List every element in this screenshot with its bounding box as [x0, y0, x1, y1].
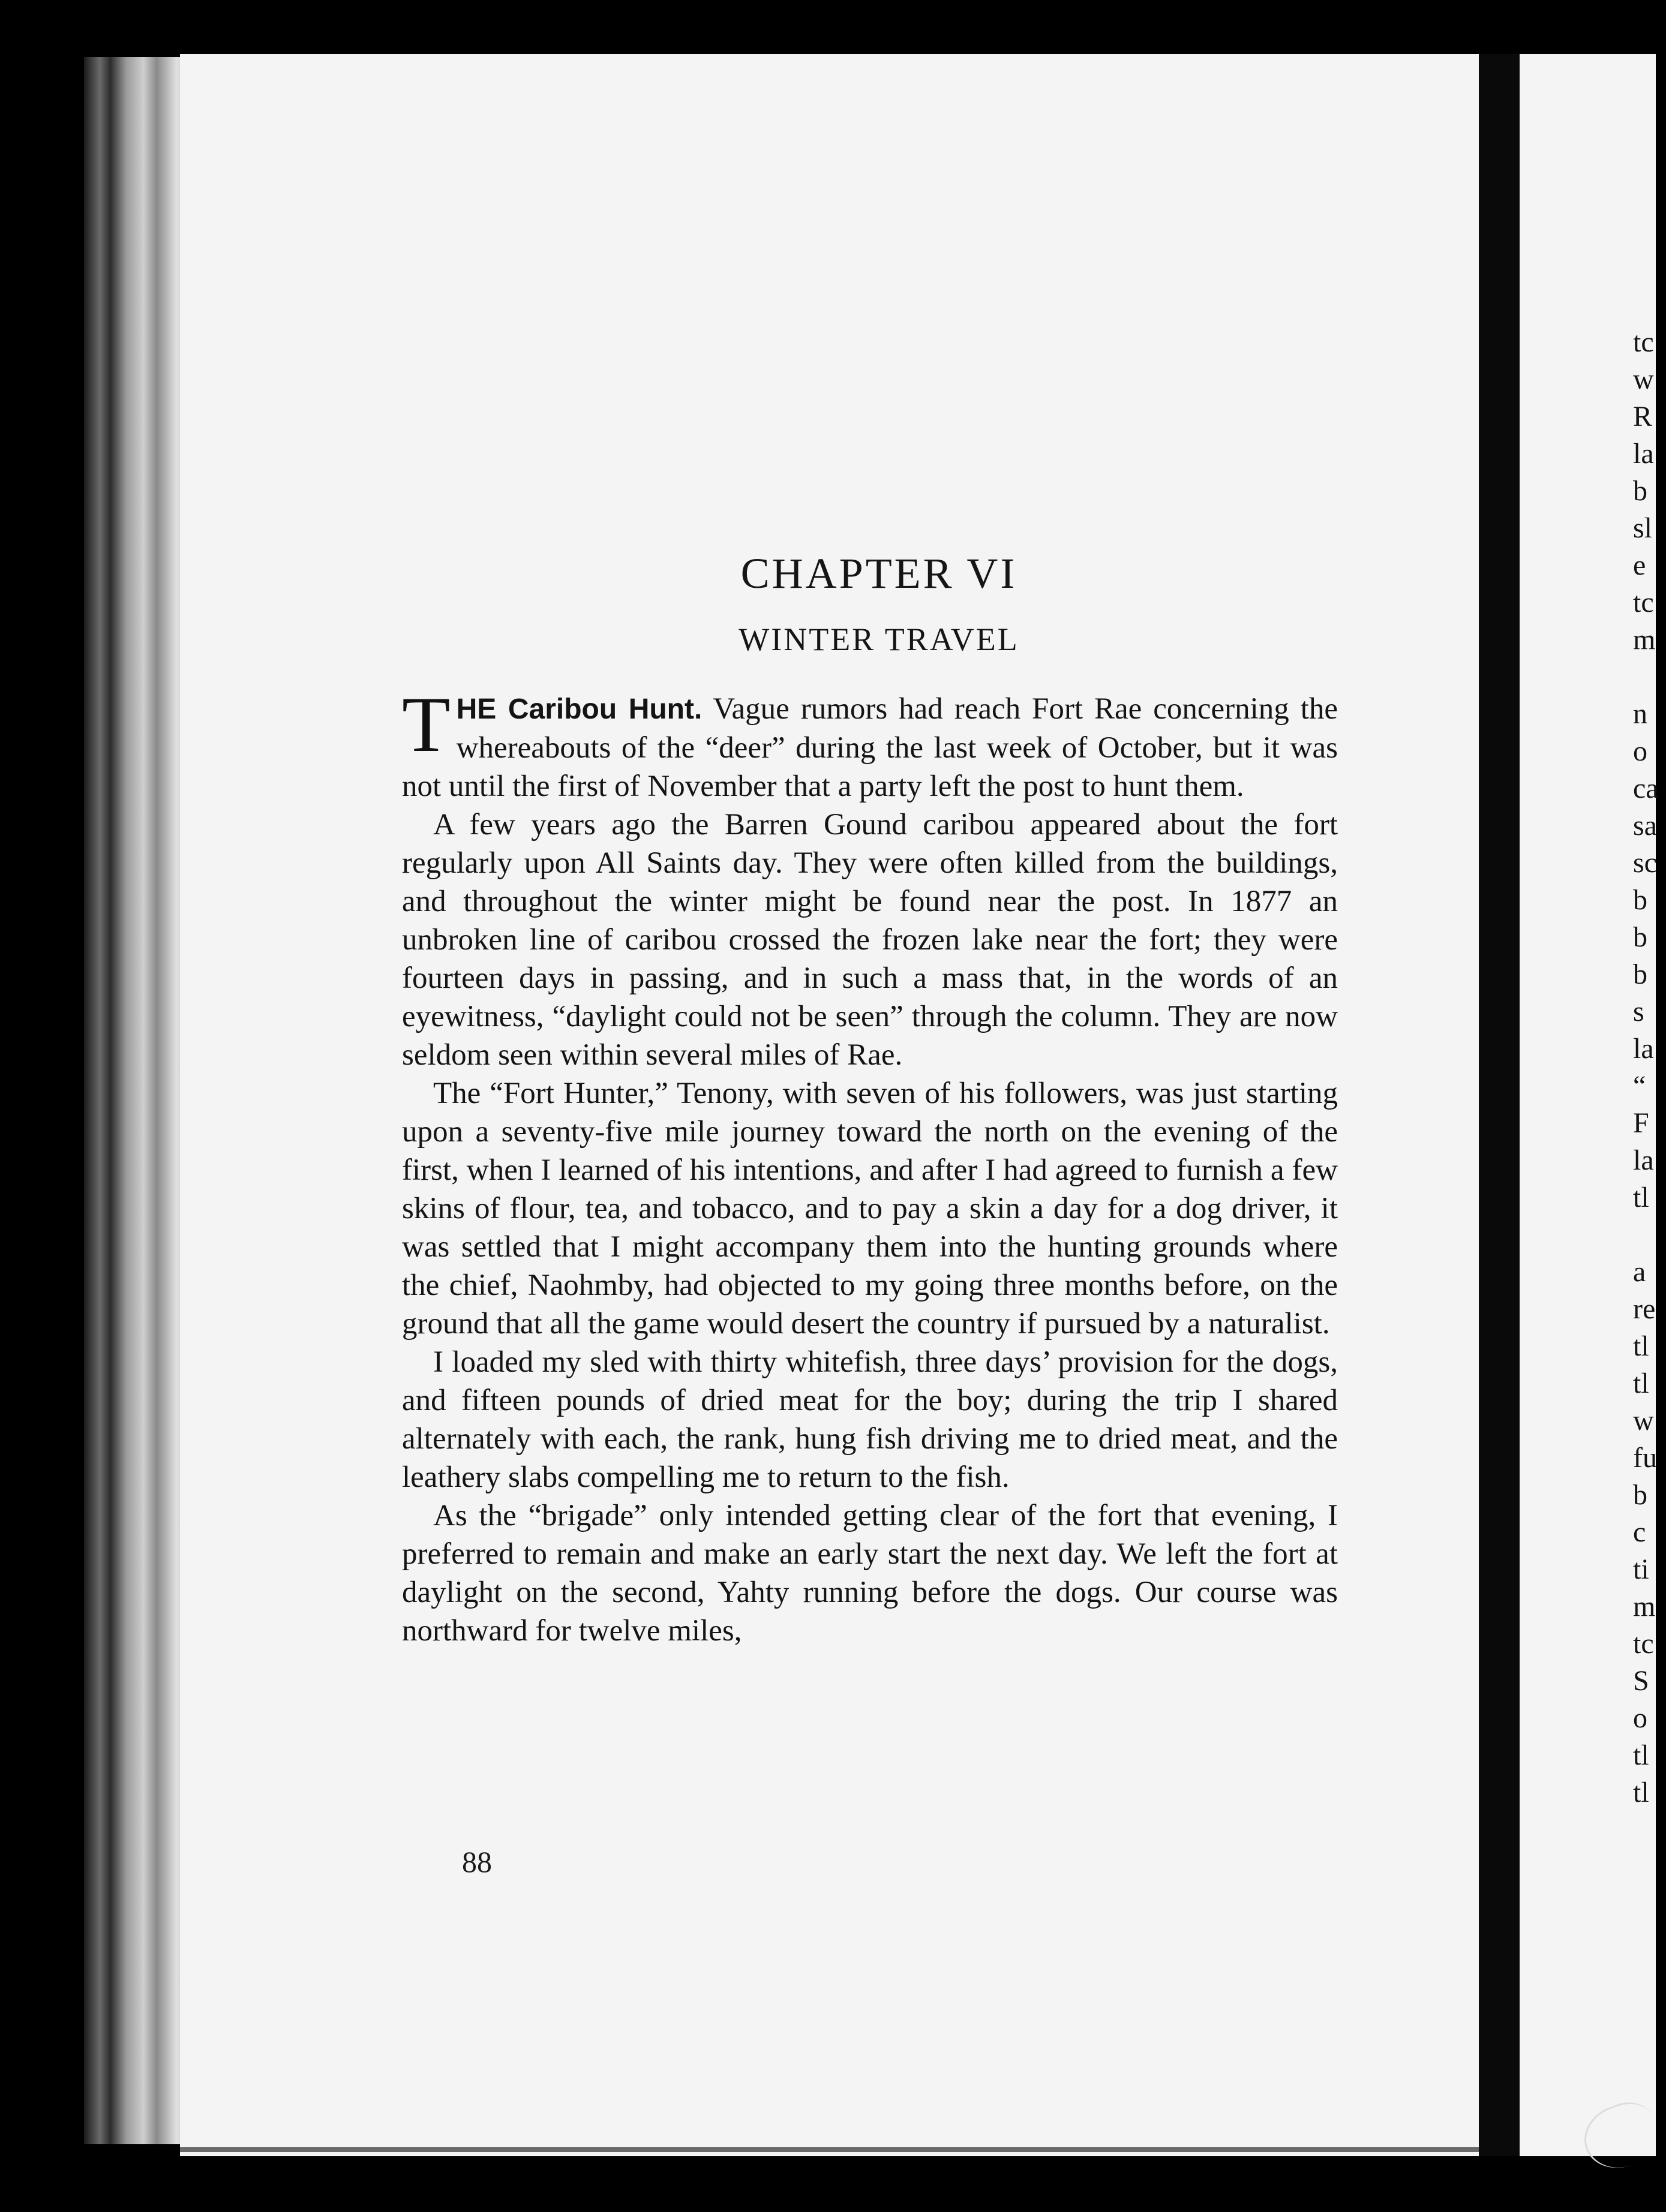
facing-page-fragment: tl — [1633, 1777, 1649, 1808]
facing-page-fragment: la — [1633, 1144, 1654, 1176]
facing-page-fragment: b — [1633, 958, 1647, 990]
paragraph-1-text: Vague rumors had reach Fort Rae concerning the whereabouts of the “deer” during the last week of October, but it was not until the first of November that a party left the post to hunt them. — [402, 692, 1338, 803]
facing-page-fragment: ti — [1633, 1553, 1649, 1585]
facing-page-fragment: la — [1633, 1033, 1654, 1065]
facing-page-fragment: w — [1633, 363, 1654, 395]
facing-page-fragment: m — [1633, 624, 1656, 656]
facing-page-fragment: F — [1633, 1107, 1649, 1139]
facing-page-fragment: S — [1633, 1665, 1649, 1697]
facing-page-fragment: tl — [1633, 1739, 1649, 1771]
drop-cap: T — [402, 680, 451, 768]
facing-page-fragment: c — [1633, 1516, 1646, 1548]
facing-page-fragment: sc — [1633, 847, 1657, 879]
chapter-subtitle: WINTER TRAVEL — [739, 621, 1019, 657]
facing-page-fragment: o — [1633, 735, 1647, 767]
facing-page-fragment: “ — [1633, 1070, 1646, 1102]
book-spine — [1479, 54, 1520, 2156]
paragraph-3: The “Fort Hunter,” Tenony, with seven of his followers, was just starting upon a seventy-five mile journey toward the north on the evening of the first, when I learned of his intentions, and after I had agreed to furnish a few skins of flour, tea, and tobacco, and to pay a skin a day for a dog driver, it was settled that I might accompany them into the hunting grounds where the chief, Naohmby, had objected to my going three months before, on the ground that all the game would desert the country if pursued by a naturalist. — [402, 1077, 1338, 1341]
facing-page-fragment: a — [1633, 1256, 1646, 1288]
page-number: 88 — [462, 1845, 492, 1879]
facing-page-fragment: e — [1633, 549, 1646, 581]
paragraph-1 — [402, 680, 1338, 806]
body-text — [402, 680, 1338, 1650]
facing-page-fragment: fu — [1633, 1442, 1657, 1474]
facing-page-fragment: n — [1633, 698, 1647, 730]
facing-page-fragment: b — [1633, 921, 1647, 953]
section-runin-heading: HE Caribou Hunt. — [456, 693, 703, 725]
paragraph-4: I loaded my sled with thirty whitefish, three days’ provision for the dogs, and fifteen pounds of dried meat for the boy; during the trip I shared alternately with each, the rank, hung fish driving me to dried meat, and the leathery slabs compelling me to return to the fish. — [402, 1345, 1338, 1494]
facing-page-fragment: tc — [1633, 1628, 1654, 1660]
facing-page-fragment: b — [1633, 884, 1647, 916]
facing-page-fragment: sl — [1633, 512, 1653, 544]
facing-page-fragment — [1633, 659, 1657, 696]
facing-page-fragment: sa — [1633, 810, 1657, 841]
facing-page-fragment: b — [1633, 1479, 1647, 1511]
facing-page-fragment: R — [1633, 401, 1653, 432]
facing-page-fragment: tl — [1633, 1330, 1649, 1362]
facing-page-fragment: ca — [1633, 773, 1659, 804]
facing-page-fragment: b — [1633, 475, 1647, 507]
paragraph-2: A few years ago the Barren Gound caribou appeared about the fort regularly upon All Saints day. They were often killed from the buildings, and throughout the winter might be found near the post. In 1877 an unbroken line of caribou crossed the frozen lake near the fort; they were fourteen days in passing, and in such a mass that, in the words of an eyewitness, “daylight could not be seen” through the column. They are now seldom seen within several miles of Rae. — [402, 808, 1338, 1072]
facing-page-fragment: o — [1633, 1702, 1647, 1734]
facing-page-fragment: tl — [1633, 1182, 1649, 1213]
facing-page-fragment: tc — [1633, 326, 1654, 358]
paragraph-5: As the “brigade” only intended getting clear of the fort that evening, I preferred to remain and make an early start the next day. We left the fort at daylight on the second, Yahty running before the dogs. Our course was northward for twelve miles, — [402, 1499, 1338, 1648]
facing-page-fragment — [1633, 1216, 1657, 1254]
chapter-title: CHAPTER VI — [740, 549, 1017, 597]
facing-page-fragment: re — [1633, 1293, 1656, 1325]
facing-page-fragment: w — [1633, 1405, 1654, 1436]
facing-page-fragment: tl — [1633, 1368, 1649, 1399]
facing-page-text-fragments — [1633, 324, 1657, 1811]
facing-page-fragment: m — [1633, 1591, 1656, 1622]
facing-page-fragment: tc — [1633, 587, 1654, 618]
facing-page-fragment: s — [1633, 996, 1644, 1027]
facing-page-fragment: la — [1633, 438, 1654, 470]
page-bottom-edge — [180, 2147, 1479, 2152]
